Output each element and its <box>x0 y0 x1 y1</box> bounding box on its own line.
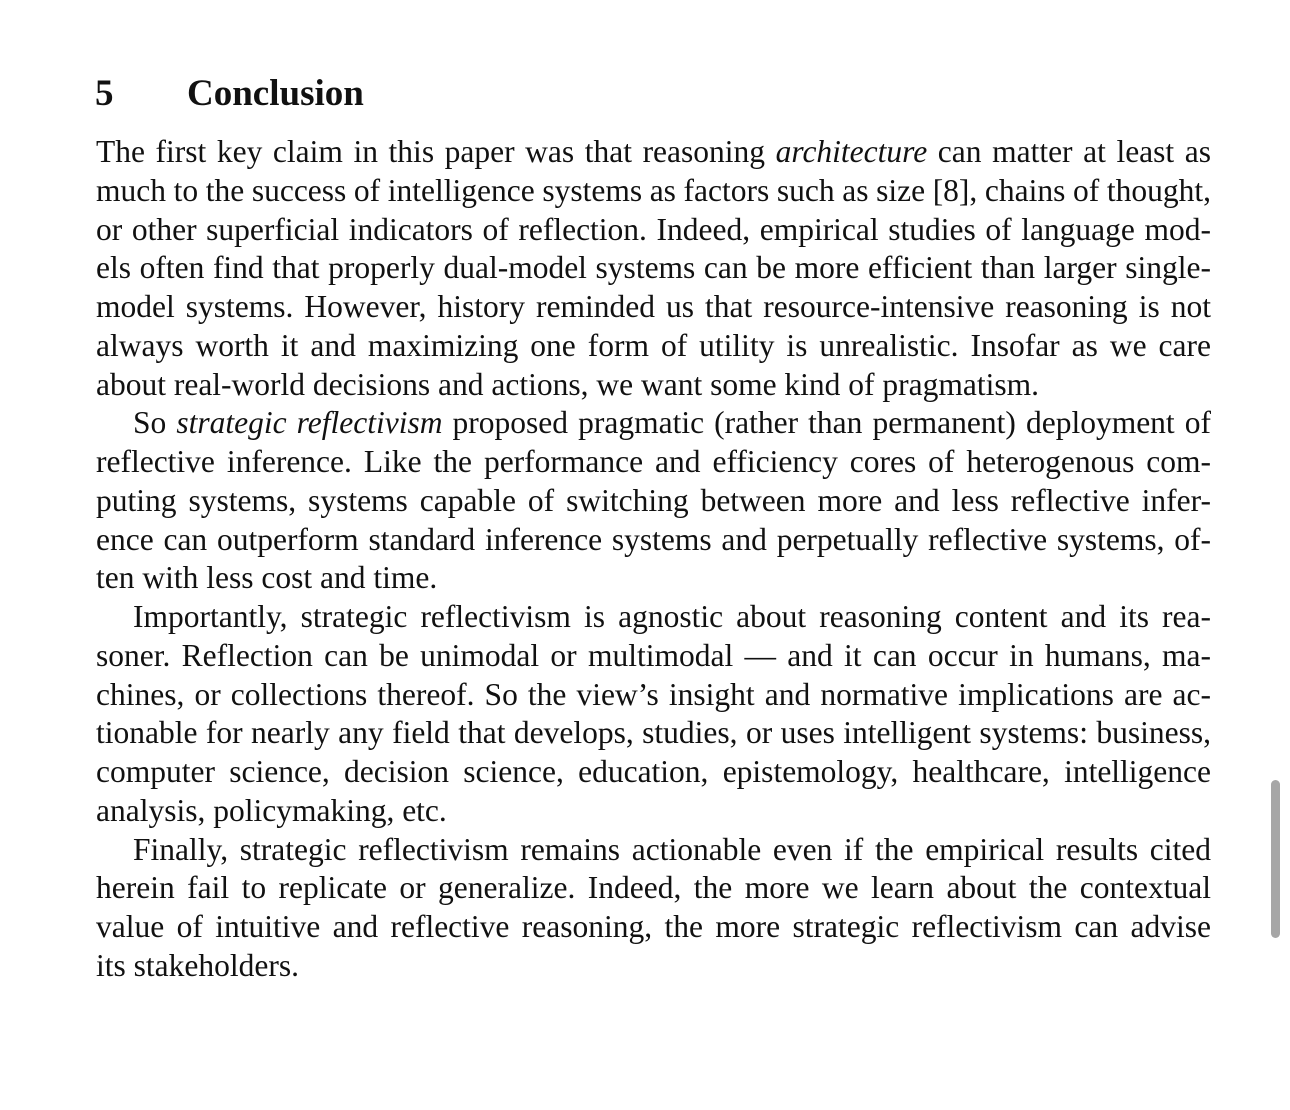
text-segment: or other superficial indicators of reflection. Indeed, empirical studies of language mod- <box>96 211 1211 247</box>
text-segment: can matter at least as <box>927 134 1211 169</box>
text-line <box>96 211 1211 250</box>
text-line <box>96 598 1211 637</box>
text-line <box>96 753 1211 792</box>
text-segment: soner. Reflection can be unimodal or multimodal — and it can occur in humans, ma- <box>96 637 1211 673</box>
text-segment: els often find that properly dual-model systems can be more efficient than larger single- <box>96 250 1211 286</box>
scrollbar-thumb[interactable] <box>1271 780 1280 938</box>
text-line <box>96 133 1211 172</box>
section-heading <box>95 71 364 117</box>
text-segment: puting systems, systems capable of switching between more and less reflective infer- <box>96 482 1211 518</box>
text-segment: tionable for nearly any field that develops, studies, or uses intelligent systems: business, <box>96 715 1211 751</box>
text-segment: always worth it and maximizing one form of utility is unrealistic. Insofar as we care <box>96 327 1211 363</box>
text-line <box>96 172 1211 211</box>
text-segment: about real-world decisions and actions, we want some kind of pragmatism. <box>96 366 1040 402</box>
text-segment: chines, or collections thereof. So the view’s insight and normative implications are ac- <box>96 676 1211 712</box>
text-line <box>96 947 1211 986</box>
text-line <box>96 792 1211 831</box>
text-line <box>96 482 1211 521</box>
section-number: 5 <box>95 72 114 114</box>
section-title: Conclusion <box>187 72 364 114</box>
paragraph <box>96 133 1211 404</box>
text-segment: ence can outperform standard inference systems and perpetually reflective systems, of- <box>96 521 1211 557</box>
text-line <box>96 404 1211 443</box>
text-line <box>96 327 1211 366</box>
text-line <box>96 908 1211 947</box>
text-segment: So <box>133 405 177 441</box>
text-segment: proposed pragmatic (rather than permanent) deployment of <box>442 405 1212 441</box>
text-line <box>96 521 1211 560</box>
text-segment: herein fail to replicate or generalize. Indeed, the more we learn about the contextual <box>96 870 1211 906</box>
text-line <box>96 249 1211 288</box>
italic-term: strategic reflectivism <box>176 405 443 441</box>
text-segment: computer science, decision science, education, epistemology, healthcare, intelligence <box>96 754 1211 789</box>
text-line <box>96 676 1211 715</box>
paragraph <box>96 831 1211 986</box>
text-segment: value of intuitive and reflective reasoning, the more strategic reflectivism can advise <box>96 909 1211 944</box>
text-line <box>96 637 1211 676</box>
paragraph <box>96 598 1211 831</box>
text-line <box>96 559 1211 598</box>
text-line <box>96 831 1211 870</box>
text-segment: reflective inference. Like the performance and efficiency cores of heterogenous com- <box>96 444 1211 479</box>
text-line <box>96 869 1211 908</box>
conclusion-body <box>96 133 1211 986</box>
text-segment: its stakeholders. <box>96 947 299 983</box>
paragraph <box>96 404 1211 598</box>
text-line <box>96 443 1211 482</box>
text-line <box>96 366 1211 405</box>
text-segment: Finally, strategic reflectivism remains actionable even if the empirical results cited <box>133 831 1211 867</box>
text-segment: The first key claim in this paper was that reasoning <box>96 134 776 169</box>
text-segment: much to the success of intelligence systems as factors such as size [8], chains of thought, <box>96 172 1211 208</box>
text-segment: Importantly, strategic reflectivism is agnostic about reasoning content and its rea- <box>133 599 1211 634</box>
text-line <box>96 288 1211 327</box>
text-segment: model systems. However, history reminded us that resource-intensive reasoning is not <box>96 289 1211 324</box>
text-segment: ten with less cost and time. <box>96 560 438 596</box>
text-segment: analysis, policymaking, etc. <box>96 792 447 828</box>
italic-term: architecture <box>775 134 928 169</box>
text-line <box>96 714 1211 753</box>
